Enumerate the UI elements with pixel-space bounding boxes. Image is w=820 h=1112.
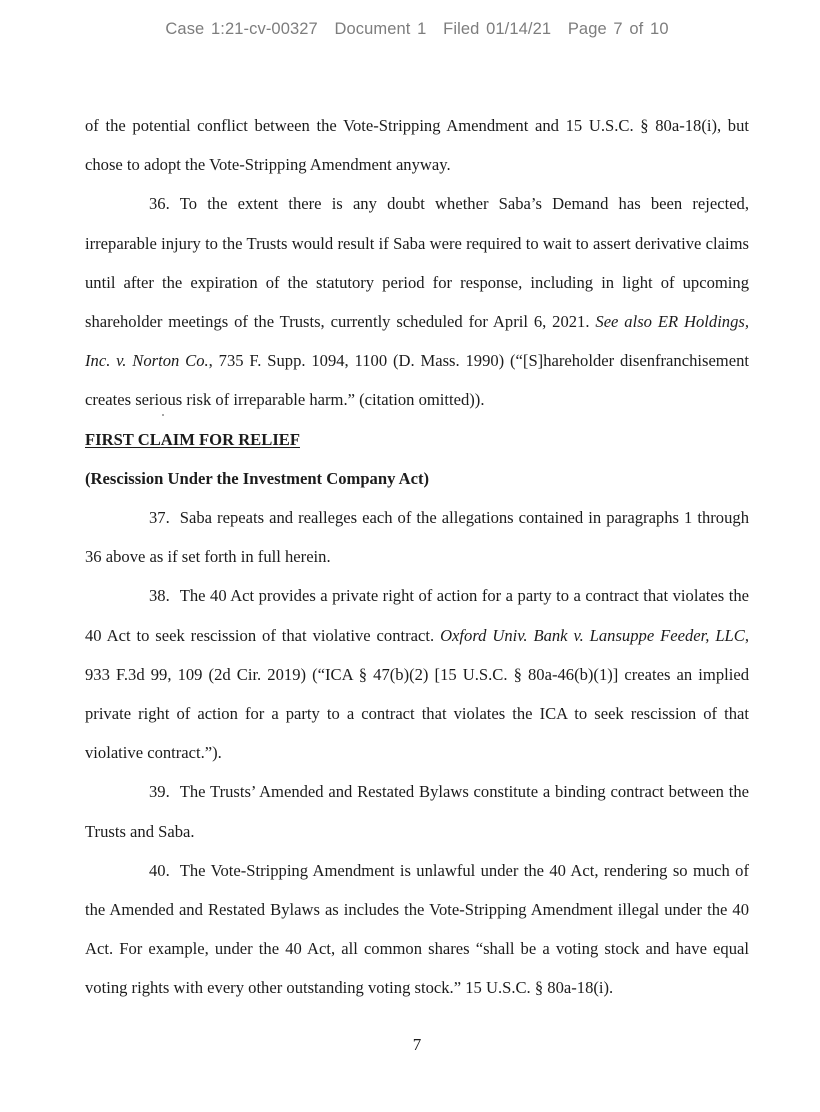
document-body [85,106,749,1008]
paragraph-36 [85,184,749,419]
paragraph-text: The Trusts’ Amended and Restated Bylaws constitute a binding contract between the Trusts and Saba. [85,782,749,841]
page-number: 7 [412,1035,422,1054]
paragraph-text: To the extent there is any doubt whether Saba’s Demand has been rejected, irreparable injury to the Trusts would result if Saba were required to wait to assert derivative claims until after the expiration of the statutory period for response, including in light of upcoming shareholder meetings of the Trusts, currently scheduled for April 6, 2021. [85,194,749,332]
claim-subtitle: (Rescission Under the Investment Company Act) [85,468,430,488]
paragraph-text: The Vote-Stripping Amendment is unlawful under the 40 Act, rendering so much of the Amended and Restated Bylaws as includes the Vote-Stripping Amendment illegal under the 40 Act. For example, under the 40 Act, all common shares “shall be a voting stock and have equal voting rights with every other outstanding voting stock.” 15 U.S.C. § 80a-18(i). [85,860,749,998]
case-citation: See also ER Holdings, Inc. v. Norton Co. [85,312,750,371]
paragraph-number: 40. [149,860,170,880]
paragraph-text: , 933 F.3d 99, 109 (2d Cir. 2019) (“ICA § 47(b)(2) [15 U.S.C. § 80a-46(b)(1)] creates an implied private right of action for a party to a contract that violates the ICA to seek rescission of that violative contract.”). [85,625,749,763]
paragraph-text: The 40 Act provides a private right of action for a party to a contract that violates the 40 Act to seek rescission of that violative contract. [85,586,749,645]
paragraph-number: 39. [149,782,170,802]
case-number: Case 1:21-cv-00327 [165,20,318,38]
case-citation: Oxford Univ. Bank v. Lansuppe Feeder, LLC [440,625,745,645]
paragraph-text: Saba repeats and realleges each of the allegations contained in paragraphs 1 through 36 above as if set forth in full herein. [85,508,749,567]
paragraph-number: 37. [149,508,170,528]
paragraph-39 [85,772,749,850]
claim-title: FIRST CLAIM FOR RELIEF [85,429,300,449]
paragraph-40 [85,851,749,1008]
paragraph-37 [85,498,749,576]
paragraph-number: 36. [149,194,170,214]
paragraph-number: 38. [149,586,170,606]
document-number: Document 1 [334,20,427,38]
paragraph-continued: of the potential conflict between the Vote-Stripping Amendment and 15 U.S.C. § 80a-18(i), but chose to adopt the Vote-Stripping Amendment anyway. [85,116,749,175]
case-header [0,20,820,39]
filed-date: Filed 01/14/21 [443,20,552,38]
page-count: Page 7 of 10 [567,20,669,38]
paragraph-text: , 735 F. Supp. 1094, 1100 (D. Mass. 1990) (“[S]hareholder disenfranchisement creates serious risk of irreparable harm.” (citation omitted)). [85,351,749,410]
paragraph-38 [85,576,749,772]
